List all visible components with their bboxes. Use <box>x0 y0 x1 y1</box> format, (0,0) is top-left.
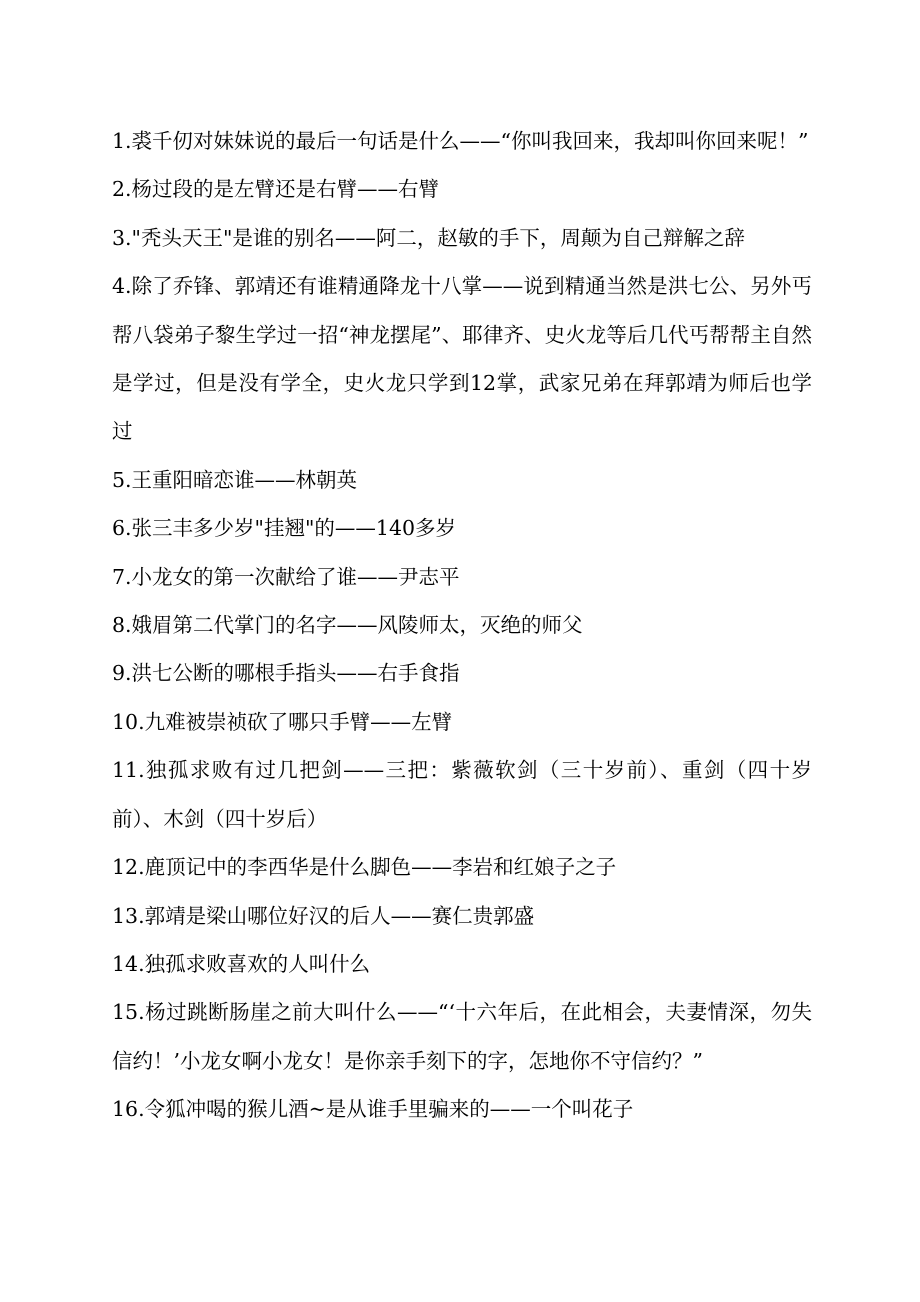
qa-item-14: 14.独孤求败喜欢的人叫什么 <box>112 951 371 976</box>
qa-item-6: 6.张三丰多少岁"挂翘"的——140多岁 <box>112 516 457 541</box>
qa-item-2: 2.杨过段的是左臂还是右臂——右臂 <box>112 177 440 202</box>
qa-item-3: 3."秃头天王"是谁的别名——阿二，赵敏的手下，周颠为自己辩解之辞 <box>112 225 745 250</box>
qa-item-16: 16.令狐冲喝的猴儿酒~是从谁手里骗来的——一个叫花子 <box>112 1097 634 1122</box>
qa-item-1: 1.裘千仞对妹妹说的最后一句话是什么——“你叫我回来，我却叫你回来呢！” <box>112 129 809 153</box>
qa-item-9: 9.洪七公断的哪根手指头——右手食指 <box>112 661 460 686</box>
qa-item-7: 7.小龙女的第一次献给了谁——尹志平 <box>112 564 460 589</box>
qa-item-10: 10.九难被崇祯砍了哪只手臂——左臂 <box>112 709 453 734</box>
qa-item-15: 15.杨过跳断肠崖之前大叫什么——“‘十六年后，在此相会，夫妻情深，勿失信约！’小龙女啊小龙女！是你亲手刻下的字，怎地你不守信约？” <box>112 1000 812 1073</box>
qa-item-8: 8.娥眉第二代掌门的名字——风陵师太，灭绝的师父 <box>112 613 583 638</box>
qa-item-5: 5.王重阳暗恋谁——林朝英 <box>112 467 358 492</box>
qa-item-12: 12.鹿顶记中的李西华是什么脚色——李岩和红娘子之子 <box>112 855 617 880</box>
qa-list <box>112 117 812 1134</box>
qa-item-13: 13.郭靖是梁山哪位好汉的后人——赛仁贵郭盛 <box>112 903 535 928</box>
qa-item-4: 4.除了乔锋、郭靖还有谁精通降龙十八掌——说到精通当然是洪七公、另外丐帮八袋弟子黎生学过一招“神龙摆尾”、耶律齐、史火龙等后几代丐帮帮主自然是学过，但是没有学全，史火龙只学到12掌，武家兄弟在拜郭靖为师后也学过 <box>112 274 812 444</box>
qa-item-11: 11.独孤求败有过几把剑——三把：紫薇软剑（三十岁前）、重剑（四十岁前）、木剑（四十岁后） <box>112 758 812 831</box>
